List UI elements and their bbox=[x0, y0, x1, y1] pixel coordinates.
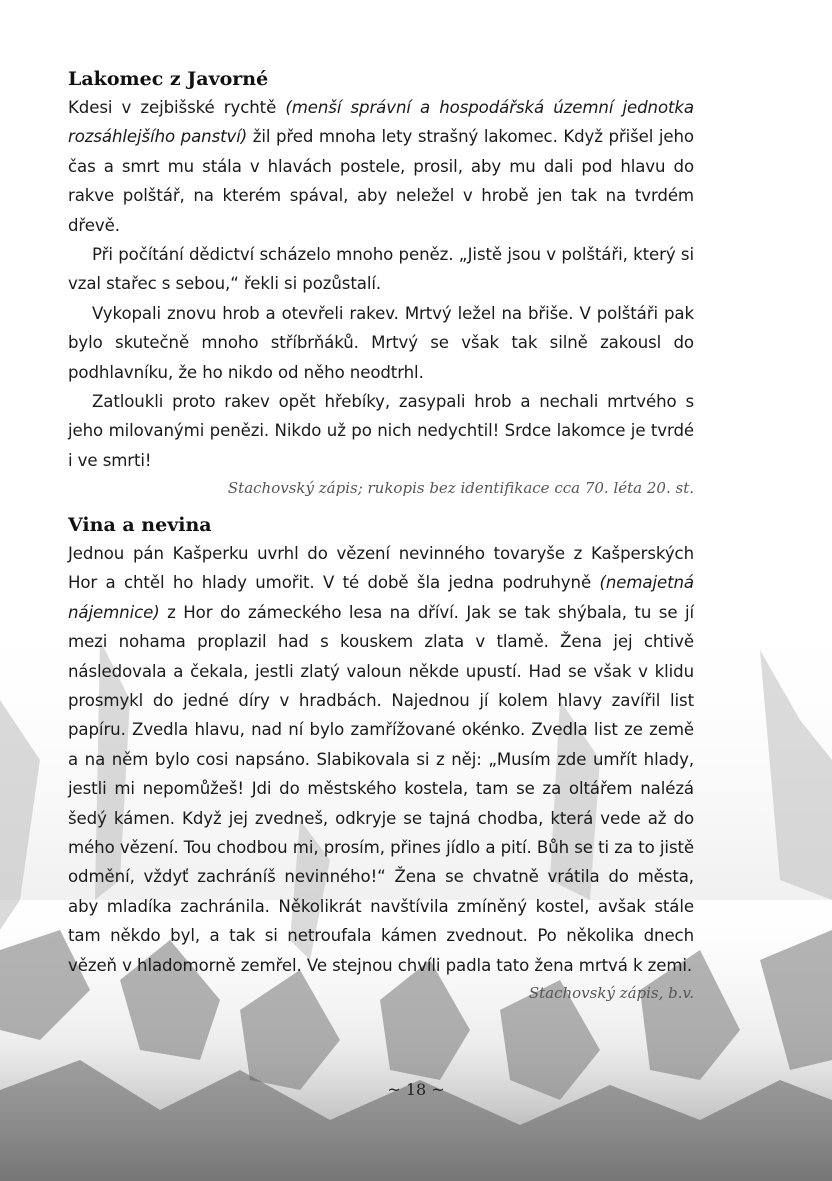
text-run-italic: (menší správní a hospodářská územní jednotka rozsáhlejšího panství) bbox=[68, 98, 694, 147]
text-run: Vykopali znovu hrob a otevřeli rakev. Mrtvý ležel na břiše. V polštáři pak bylo skutečně mnoho stříbrňáků. Mrtvý se však tak silně zakousl do podhlavníku, že ho nikdo od něho neodtrhl. bbox=[68, 303, 694, 382]
page-number: ~ 18 ~ bbox=[387, 1080, 445, 1099]
text-run: z Hor do zámeckého lesa na dříví. Jak se tak shýbala, tu se jí mezi nohama proplazil had s kouskem zlata v tlamě. Žena jej chtivě následovala a čekala, jestli zlatý valoun někde upustí. Had se však v klidu prosmykl do jedné díry v hradbách. Najednou jí kolem hlavy zavířil list papíru. Zvedla hlavu, nad ní bylo zamřížované okénko. Zvedla list ze země a na něm bylo cosi napsáno. Slabikovala si z něj: „Musím zde umřít hlady, jestli mi nepomůžeš! Jdi do městského kostela, tam se za oltářem nalézá šedý kámen. Když jej zvedneš, odkryje se tajná chodba, která vede až do mého vězení. Tou chodbou mi, prosím, přines jídlo a pití. Bůh se ti za to jistě odmění, vždyť zachráníš nevinného!“ Žena se chvatně vrátila do města, aby mladíka zachránila. Několikrát navštívila zmíněný kostel, avšak stále tam někdo byl, a tak si netroufala kámen zvednout. Po několika dnech vězeň v hladomorně zemřel. Ve stejnou chvíli padla tato žena mrtvá k zemi. bbox=[68, 602, 694, 975]
paragraph bbox=[68, 240, 694, 299]
text-run: Zatloukli proto rakev opět hřebíky, zasypali hrob a nechali mrtvého s jeho milovanými penězi. Nikdo už po nich nedychtil! Srdce lakomce je tvrdé i ve smrti! bbox=[68, 392, 694, 470]
source-citation: Stachovský zápis, b.v. bbox=[528, 984, 694, 1003]
story-lakomec bbox=[68, 66, 694, 501]
paragraph bbox=[68, 539, 694, 980]
page-content bbox=[68, 66, 694, 1003]
story-vina-a-nevina bbox=[68, 512, 694, 1006]
text-run: žil před mnoha lety strašný lakomec. Když přišel jeho čas a smrt mu stála v hlavách postele, prosil, aby mu dali pod hlavu do rakve polštář, na kterém spával, aby neležel v hrobě jen tak na tvrdém dřevě. bbox=[68, 127, 694, 235]
story-title: Vina a nevina bbox=[68, 514, 212, 536]
text-run: Kdesi v zejbišské rychtě bbox=[68, 98, 286, 117]
paragraph bbox=[68, 299, 694, 387]
paragraph bbox=[68, 93, 694, 240]
text-run-italic: (nemajetná nájemnice) bbox=[68, 573, 694, 622]
text-run: Jednou pán Kašperku uvrhl do vězení nevinného tovaryše z Kašperských Hor a chtěl ho hlady umořit. V té době šla jedna podruhyně bbox=[68, 544, 694, 593]
text-run: Při počítání dědictví scházelo mnoho peněz. „Jistě jsou v polštáři, který si vzal stařec s sebou,“ řekli si pozůstalí. bbox=[68, 245, 694, 294]
paragraph bbox=[68, 387, 694, 475]
source-citation: Stachovský zápis; rukopis bez identifikace cca 70. léta 20. st. bbox=[227, 479, 694, 498]
story-title: Lakomec z Javorné bbox=[68, 68, 269, 90]
